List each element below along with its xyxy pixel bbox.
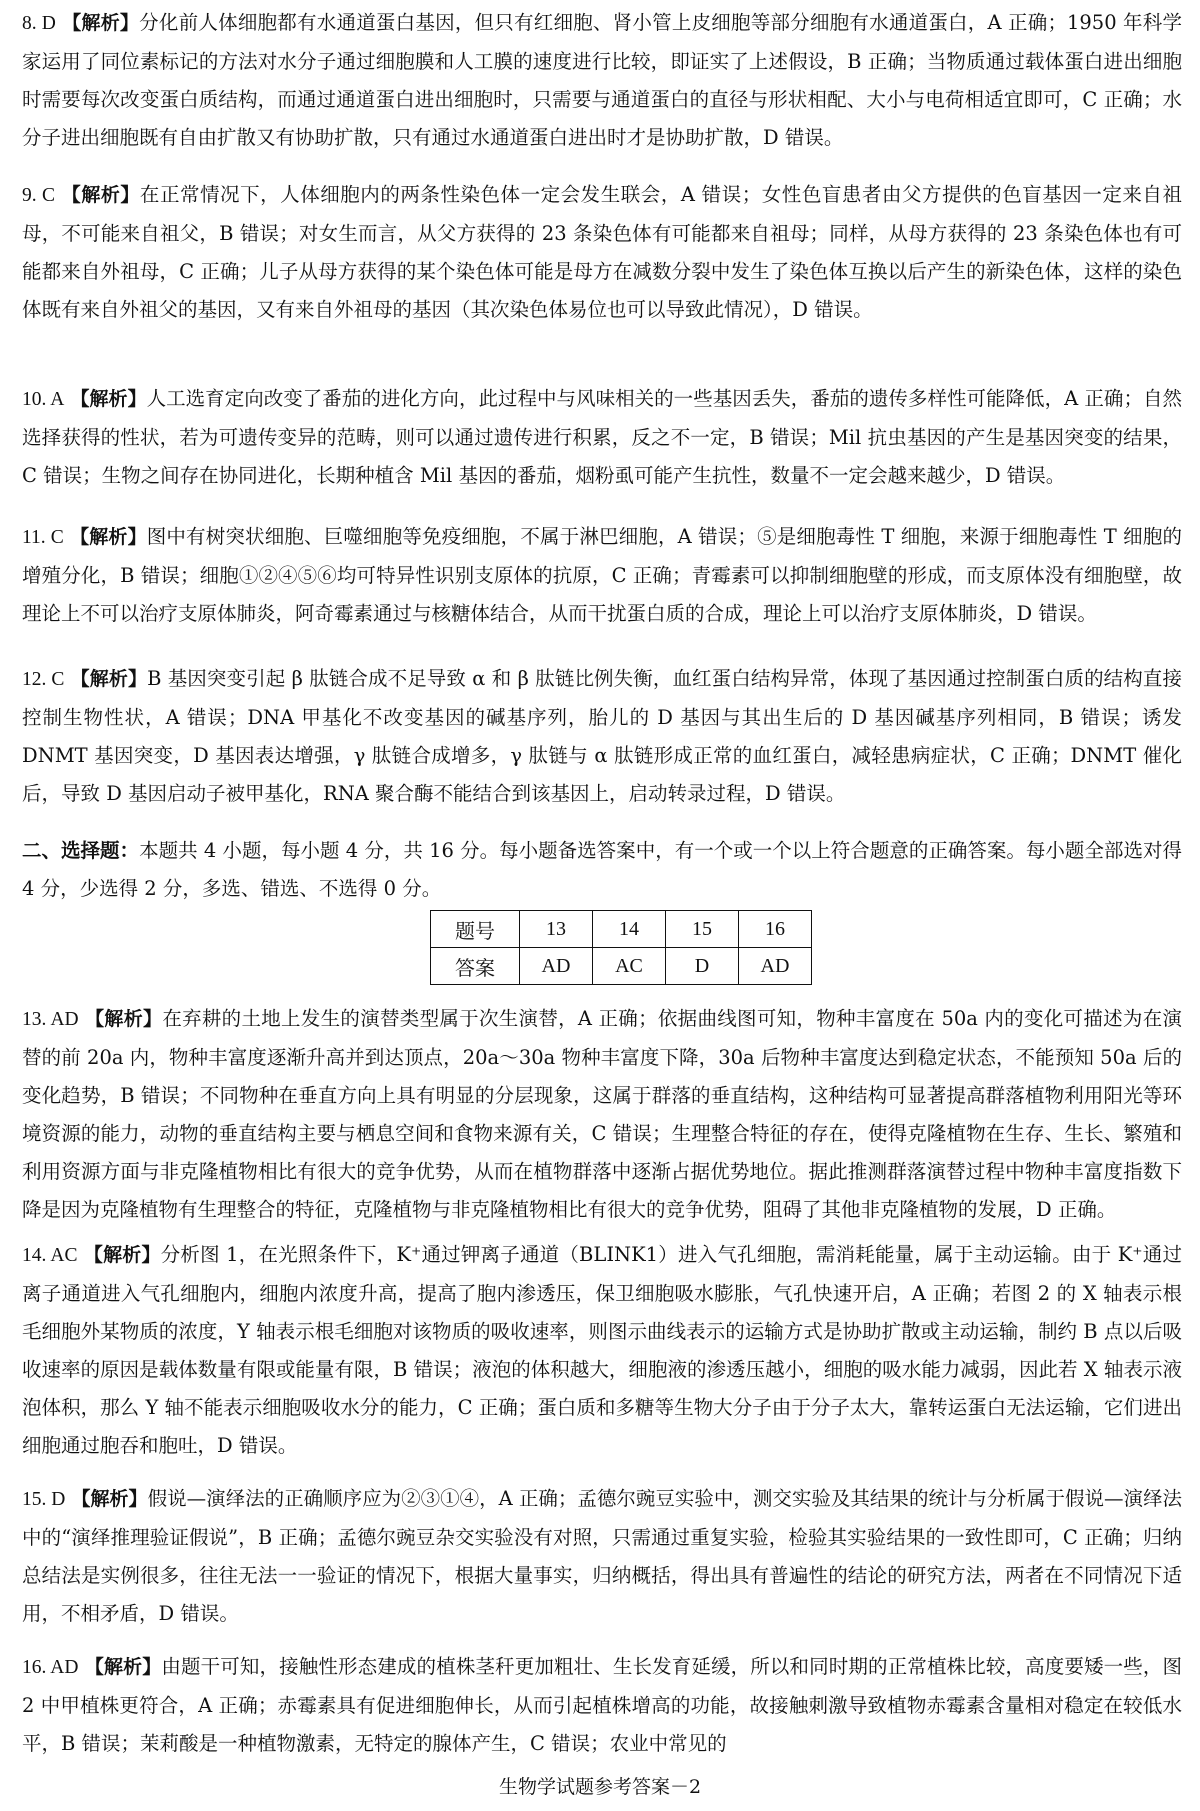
analysis-tag: 【解析】 (70, 388, 147, 410)
table-cell: 13 (520, 911, 593, 948)
table-cell: AC (593, 948, 666, 985)
table-cell: D (666, 948, 739, 985)
table-header-cell: 题号 (431, 911, 520, 948)
question-number: 8. D (22, 13, 56, 34)
explanation-10 (22, 380, 1182, 495)
explanation-text: 由题干可知，接触性形态建成的植株茎秆更加粗壮、生长发育延缓，所以和同时期的正常植株比较，高度要矮一些，图 2 中甲植株更符合，A 正确；赤霉素具有促进细胞伸长，从而引起植株增高的功能，故接触刺激导致植物赤霉素含量相对稳定在较低水平，B 错误；茉莉酸是一种植物激素，无特定的腺体产生，C 错误；农业中常见的 (22, 1655, 1183, 1755)
table-row (431, 911, 812, 948)
analysis-tag: 【解析】 (70, 526, 147, 548)
explanation-text: 分化前人体细胞都有水通道蛋白基因，但只有红细胞、肾小管上皮细胞等部分细胞有水通道蛋白，A 正确；1950 年科学家运用了同位素标记的方法对水分子通过细胞膜和人工膜的速度进行比较，即证实了上述假设，B 正确；当物质通过载体蛋白进出细胞时需要每次改变蛋白质结构，而通过通道蛋白进出细胞时，只需要与通道蛋白的直径与形状相配、大小与电荷相适宜即可，C 正确；水分子进出细胞既有自由扩散又有协助扩散，只有通过水通道蛋白进出时才是协助扩散，D 错误。 (22, 11, 1182, 149)
analysis-tag: 【解析】 (71, 1488, 148, 1510)
explanation-text: 人工选育定向改变了番茄的进化方向，此过程中与风味相关的一些基因丢失，番茄的遗传多样性可能降低，A 正确；自然选择获得的性状，若为可遗传变异的范畴，则可以通过遗传进行积累，反之不一定，B 错误；Mil 抗虫基因的产生是基因突变的结果，C 错误；生物之间存在协同进化，长期种植含 Mil 基因的番茄，烟粉虱可能产生抗性，数量不一定会越来越少，D 错误。 (22, 387, 1182, 487)
table-cell: 16 (739, 911, 812, 948)
question-number: 9. C (22, 185, 56, 206)
analysis-tag: 【解析】 (85, 1008, 163, 1030)
question-number: 10. A (22, 389, 65, 410)
question-number: 14. AC (22, 1245, 78, 1266)
question-number: 12. C (22, 669, 65, 690)
section-2-instructions (22, 832, 1182, 908)
question-number: 16. AD (22, 1657, 79, 1678)
answer-table (430, 910, 812, 985)
explanation-11 (22, 518, 1182, 633)
explanation-9 (22, 176, 1182, 329)
table-cell: 14 (593, 911, 666, 948)
explanation-14 (22, 1236, 1182, 1465)
explanation-text: 分析图 1，在光照条件下，K⁺通过钾离子通道（BLINK1）进入气孔细胞，需消耗能量，属于主动运输。由于 K⁺通过离子通道进入气孔细胞内，细胞内浓度升高，提高了胞内渗透压，保卫细胞吸水膨胀，气孔快速开启，A 正确；若图 2 的 X 轴表示根毛细胞外某物质的浓度，Y 轴表示根毛细胞对该物质的吸收速率，则图示曲线表示的运输方式是协助扩散或主动运输，制约 B 点以后吸收速率的原因是载体数量有限或能量有限，B 错误；液泡的体积越大，细胞液的渗透压越小，细胞的吸水能力减弱，因此若 X 轴表示液泡体积，那么 Y 轴不能表示细胞吸收水分的能力，C 正确；蛋白质和多糖等生物大分子由于分子太大，靠转运蛋白无法运输，它们进出细胞通过胞吞和胞吐，D 错误。 (22, 1243, 1183, 1457)
question-number: 11. C (22, 527, 64, 548)
explanation-13 (22, 1000, 1182, 1229)
explanation-16 (22, 1648, 1182, 1763)
explanation-text: B 基因突变引起 β 肽链合成不足导致 α 和 β 肽链比例失衡，血红蛋白结构异常，体现了基因通过控制蛋白质的结构直接控制生物性状，A 错误；DNA 甲基化不改变基因的碱基序列，胎儿的 D 基因与其出生后的 D 基因碱基序列相同，B 错误；诱发 DNMT 基因突变，D 基因表达增强，γ 肽链合成增多，γ 肽链与 α 肽链形成正常的血红蛋白，减轻患病症状，C 正确；DNMT 催化后，导致 D 基因启动子被甲基化，RNA 聚合酶不能结合到该基因上，启动转录过程，D 错误。 (22, 667, 1182, 805)
explanation-text: 假说—演绎法的正确顺序应为②③①④，A 正确；孟德尔豌豆实验中，测交实验及其结果的统计与分析属于假说—演绎法中的“演绎推理验证假说”，B 正确；孟德尔豌豆杂交实验没有对照，只需通过重复实验，检验其实验结果的一致性即可，C 正确；归纳总结法是实例很多，往往无法一一验证的情况下，根据大量事实，归纳概括，得出具有普遍性的结论的研究方法，两者在不同情况下适用，不相矛盾，D 错误。 (22, 1487, 1182, 1625)
explanation-15 (22, 1480, 1182, 1633)
table-cell: AD (739, 948, 812, 985)
analysis-tag: 【解析】 (83, 1244, 161, 1266)
page-footer: 生物学试题参考答案－2 (498, 1776, 702, 1798)
analysis-tag: 【解析】 (84, 1656, 162, 1678)
explanation-12 (22, 660, 1182, 813)
explanation-text: 图中有树突状细胞、巨噬细胞等免疫细胞，不属于淋巴细胞，A 错误；⑤是细胞毒性 T 细胞，来源于细胞毒性 T 细胞的增殖分化，B 错误；细胞①②④⑤⑥均可特异性识别支原体的抗原，C 正确；青霉素可以抑制细胞壁的形成，而支原体没有细胞壁，故理论上不可以治疗支原体肺炎，阿奇霉素通过与核糖体结合，从而干扰蛋白质的合成，理论上可以治疗支原体肺炎，D 错误。 (22, 525, 1182, 625)
analysis-tag: 【解析】 (70, 668, 148, 690)
question-number: 15. D (22, 1489, 66, 1510)
table-row (431, 948, 812, 985)
question-number: 13. AD (22, 1009, 79, 1030)
explanation-text: 在正常情况下，人体细胞内的两条性染色体一定会发生联会，A 错误；女性色盲患者由父方提供的色盲基因一定来自祖母，不可能来自祖父，B 错误；对女生而言，从父方获得的 23 条染色体有可能都来自祖母；同样，从母方获得的 23 条染色体也有可能都来自外祖母，C 正确；儿子从母方获得的某个染色体可能是母方在减数分裂中发生了染色体互换以后产生的新染色体，这样的染色体既有来自外祖父的基因，又有来自外祖母的基因（其次染色体易位也可以导致此情况），D 错误。 (22, 183, 1182, 321)
analysis-tag: 【解析】 (62, 12, 140, 34)
section-heading: 二、选择题： (22, 839, 140, 862)
explanation-text: 在弃耕的土地上发生的演替类型属于次生演替，A 正确；依据曲线图可知，物种丰富度在 50a 内的变化可描述为在演替的前 20a 内，物种丰富度逐渐升高并到达顶点，20a～30a 物种丰富度下降，30a 后物种丰富度达到稳定状态，不能预知 50a 后的变化趋势，B 错误；不同物种在垂直方向上具有明显的分层现象，这属于群落的垂直结构，这种结构可显著提高群落植物利用阳光等环境资源的能力，动物的垂直结构主要与栖息空间和食物来源有关，C 错误；生理整合特征的存在，使得克隆植物在生存、生长、繁殖和利用资源方面与非克隆植物相比有很大的竞争优势，从而在植物群落中逐渐占据优势地位。据此推测群落演替过程中物种丰富度指数下降是因为克隆植物有生理整合的特征，克隆植物与非克隆植物相比有很大的竞争优势，阻碍了其他非克隆植物的发展，D 正确。 (22, 1007, 1182, 1221)
table-header-cell: 答案 (431, 948, 520, 985)
table-cell: 15 (666, 911, 739, 948)
analysis-tag: 【解析】 (61, 184, 140, 206)
section-text: 本题共 4 小题，每小题 4 分，共 16 分。每小题备选答案中，有一个或一个以上符合题意的正确答案。每小题全部选对得 4 分，少选得 2 分，多选、错选、不选得 0 分。 (22, 839, 1182, 900)
table-cell: AD (520, 948, 593, 985)
explanation-8 (22, 4, 1182, 157)
